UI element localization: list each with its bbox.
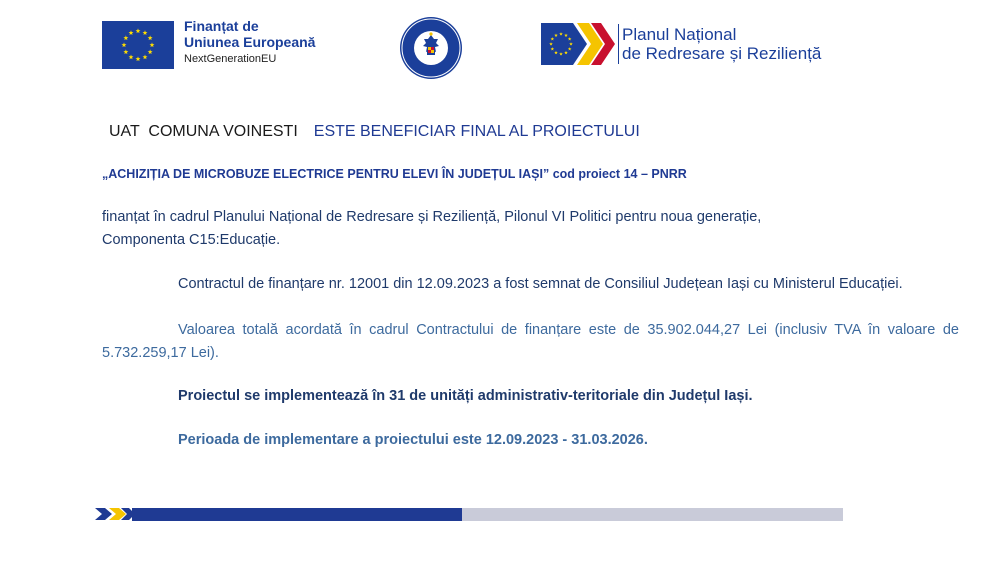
financing-paragraph [102,206,761,252]
eu-flag-icon [102,21,174,69]
footer-bar-secondary [462,508,843,521]
implementation-statement: Proiectul se implementează în 31 de unități administrativ-teritoriale din Județul Iași. [178,388,753,404]
footer-bar-primary [132,508,462,521]
implementation-period: Perioada de implementare a proiectului este 12.09.2023 - 31.03.2026. [178,432,648,448]
pnrr-separator [618,24,619,64]
value-paragraph [102,319,959,365]
pnrr-line-2: de Redresare și Reziliență [622,44,822,63]
footer-arrows-icon [95,507,135,521]
beneficiary-name: UAT COMUNA VOINESTI [109,123,298,140]
value-text: Valoarea totală acordată în cadrul Contractului de finanțare este de 35.902.044,27 Lei (inclusiv TVA în valoare de 5.732.259,17 Lei). [102,322,959,361]
financing-line-1: finanțat în cadrul Planului Național de Redresare și Reziliență, Pilonul VI Politici pentru noua generație, [102,209,762,225]
eu-line-3: NextGenerationEU [184,53,277,65]
beneficiary-heading [109,123,640,141]
pnrr-logo-text [622,26,821,62]
beneficiary-statement: ESTE BENEFICIAR FINAL AL PROIECTULUI [313,123,640,140]
eu-line-2: Uniunea Europeană [184,34,316,50]
guvernul-romaniei-seal-icon [399,16,463,80]
eu-funding-logo-text [184,19,315,65]
project-title: „ACHIZIȚIA DE MICROBUZE ELECTRICE PENTRU ELEVI ÎN JUDEȚUL IAȘI” cod proiect 14 – PNRR [102,167,687,181]
financing-line-2: Componenta C15:Educație. [102,232,281,248]
eu-line-1: Finanțat de [184,18,259,34]
contract-text: Contractul de finanțare nr. 12001 din 12.09.2023 a fost semnat de Consiliul Județean Iași cu Ministerul Educației. [178,276,903,292]
contract-paragraph [102,273,959,296]
pnrr-arrows-icon [541,23,615,65]
pnrr-line-1: Planul Național [622,25,737,44]
